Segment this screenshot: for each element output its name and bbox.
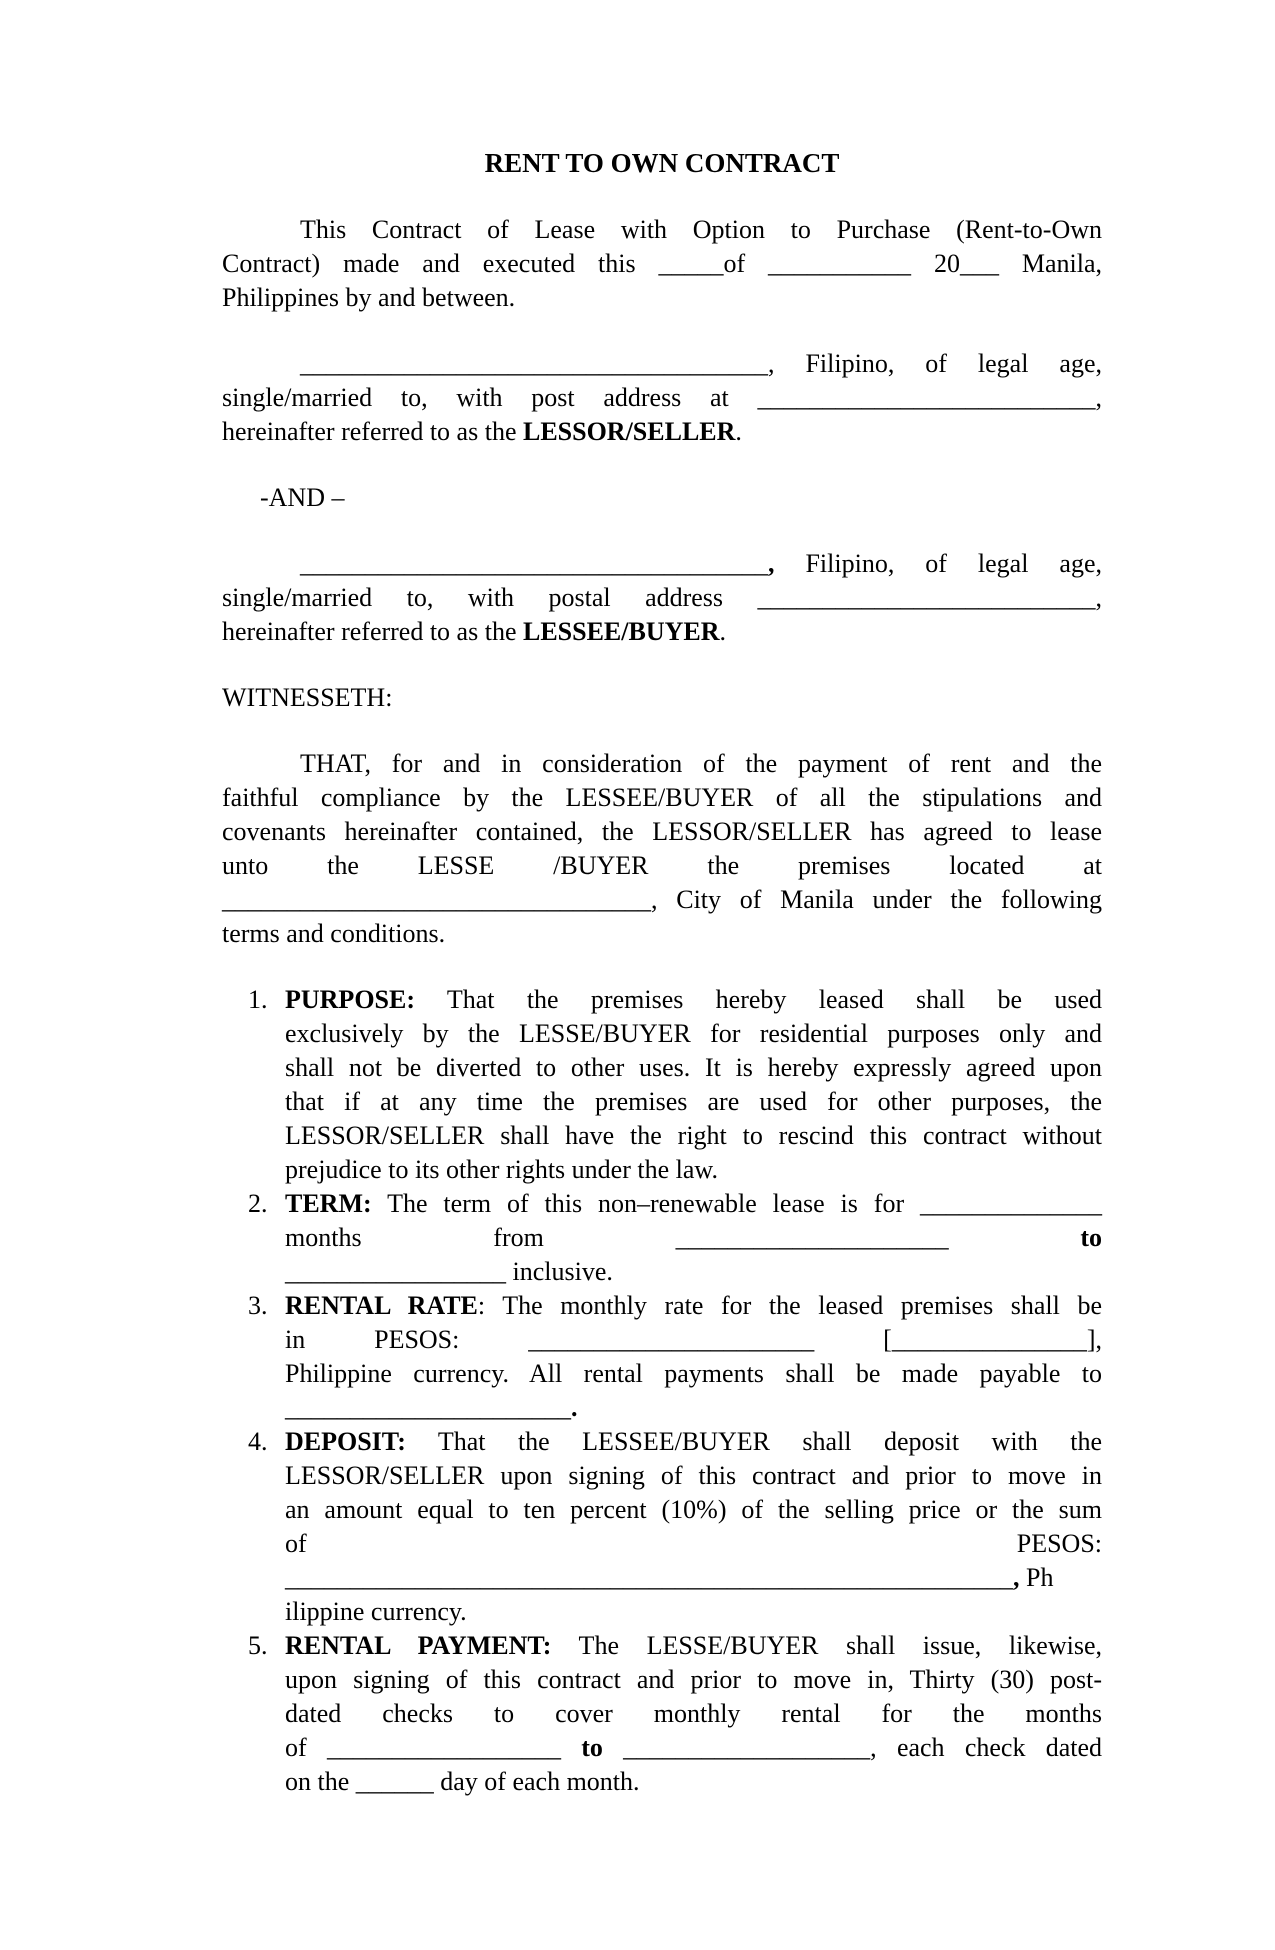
- clauses-list: [222, 983, 1102, 1799]
- text-line: [285, 1629, 1102, 1663]
- text-segment: Philippines by and between.: [222, 283, 516, 312]
- text-line: [285, 1017, 1102, 1051]
- text-line: [285, 1425, 1102, 1459]
- text-line: [285, 1663, 1102, 1697]
- text-line: [222, 917, 1102, 951]
- clause-deposit-body: [285, 1425, 1102, 1629]
- blank-term-start-field: _____________________: [675, 1223, 949, 1252]
- text-segment: to: [581, 1733, 603, 1762]
- text-line: [285, 983, 1102, 1017]
- text-segment: RENTAL PAYMENT:: [285, 1631, 552, 1660]
- text-segment: Philippine currency. All rental payments shall be made payable to: [285, 1359, 1102, 1388]
- text-segment: The LESSE/BUYER shall issue, likewise,: [551, 1631, 1102, 1660]
- text-line: [285, 1765, 1102, 1799]
- text-line: [222, 781, 1102, 815]
- text-segment: That the LESSEE/BUYER shall deposit with the: [405, 1427, 1102, 1456]
- paragraph-consideration: [222, 747, 1102, 951]
- clause-number: 1.: [248, 985, 268, 1014]
- text-segment: ],: [1086, 1325, 1102, 1354]
- text-line: [222, 849, 1102, 883]
- text-line: [222, 247, 1102, 281]
- text-segment: LESSOR/SELLER upon signing of this contract and prior to move in: [285, 1461, 1102, 1490]
- blank-year-field: ___: [959, 249, 999, 278]
- text-line: [285, 1527, 1102, 1561]
- text-segment: ,: [1095, 383, 1102, 412]
- text-line: [285, 1391, 1102, 1425]
- clause-term-body: [285, 1187, 1102, 1289]
- text-segment: of PESOS:: [285, 1529, 1102, 1558]
- text-segment: : The monthly rate for the leased premises shall be: [477, 1291, 1102, 1320]
- text-segment: shall not be diverted to other uses. It is hereby expressly agreed upon: [285, 1053, 1102, 1082]
- text-segment: covenants hereinafter contained, the LESSOR/SELLER has agreed to lease: [222, 817, 1102, 846]
- text-segment: on the: [285, 1767, 356, 1796]
- text-segment: hereinafter referred to as the: [222, 417, 523, 446]
- text-segment: The term of this non–renewable lease is for: [371, 1189, 920, 1218]
- text-line: [285, 1323, 1102, 1357]
- text-line: [285, 1493, 1102, 1527]
- clause-purpose-body: [285, 983, 1102, 1187]
- text-segment: faithful compliance by the LESSEE/BUYER of all the stipulations and: [222, 783, 1102, 812]
- text-line: [285, 1187, 1102, 1221]
- text-line: [260, 481, 1102, 515]
- text-segment: inclusive.: [506, 1257, 613, 1286]
- text-segment: , City of Manila under the following: [651, 885, 1102, 914]
- text-segment: ,: [768, 549, 775, 578]
- text-segment: upon signing of this contract and prior to move in, Thirty (30) post-: [285, 1665, 1102, 1694]
- text-segment: Ph: [1019, 1563, 1054, 1592]
- text-segment: TERM:: [285, 1189, 372, 1218]
- text-line: [222, 415, 1102, 449]
- text-segment: THAT, for and in consideration of the payment of rent and the: [300, 749, 1102, 778]
- text-segment: WITNESSETH:: [222, 683, 393, 712]
- text-segment: 20: [911, 249, 960, 278]
- text-segment: , Filipino, of legal age,: [768, 349, 1102, 378]
- text-line: [285, 1085, 1102, 1119]
- text-line: [222, 213, 1102, 247]
- text-segment: an amount equal to ten percent (10%) of the selling price or the sum: [285, 1495, 1102, 1524]
- text-line: [285, 1119, 1102, 1153]
- text-segment: day of each month.: [433, 1767, 640, 1796]
- blank-payee-field: ______________________: [285, 1393, 571, 1422]
- clause-rental-rate-body: [285, 1289, 1102, 1425]
- text-segment: ilippine currency.: [285, 1597, 467, 1626]
- text-line: [222, 815, 1102, 849]
- text-line: [285, 1459, 1102, 1493]
- blank-term-end-field: _________________: [285, 1257, 506, 1286]
- text-segment: This Contract of Lease with Option to Purchase (Rent-to-Own: [300, 215, 1102, 244]
- text-segment: RENTAL RATE: [285, 1291, 478, 1320]
- paragraph-lessor: [222, 347, 1102, 449]
- text-segment: Filipino, of legal age,: [774, 549, 1102, 578]
- text-segment: of: [723, 249, 769, 278]
- text-segment: .: [571, 1393, 578, 1422]
- text-segment: DEPOSIT:: [285, 1427, 406, 1456]
- blank-payment-end-field: ___________________: [623, 1733, 871, 1762]
- blank-lessee-name-field: ____________________________________: [300, 549, 768, 578]
- text-segment: [: [814, 1325, 892, 1354]
- text-segment: [949, 1223, 1081, 1252]
- clause-number: 2.: [248, 1189, 268, 1218]
- clause-deposit: [222, 1425, 1102, 1629]
- blank-lessee-address-field: __________________________: [757, 583, 1096, 612]
- clause-term: [222, 1187, 1102, 1289]
- text-segment: single/married to, with postal address: [222, 583, 758, 612]
- text-line: [222, 615, 1102, 649]
- text-segment: -AND –: [260, 483, 345, 512]
- text-segment: Contract) made and executed this: [222, 249, 659, 278]
- clause-rental-payment-body: [285, 1629, 1102, 1799]
- text-line: [285, 1357, 1102, 1391]
- blank-check-day-field: ______: [355, 1767, 434, 1796]
- blank-month-field: ___________: [768, 249, 912, 278]
- text-line: [285, 1697, 1102, 1731]
- text-segment: terms and conditions.: [222, 919, 446, 948]
- text-line: [222, 547, 1102, 581]
- text-segment: LESSEE/BUYER: [522, 617, 720, 646]
- text-segment: unto the LESSE /BUYER the premises located at: [222, 851, 1102, 880]
- blank-term-months-field: ______________: [920, 1189, 1102, 1218]
- text-segment: months from: [285, 1223, 676, 1252]
- text-line: [222, 883, 1102, 917]
- blank-rate-words-field: ______________________: [528, 1325, 815, 1354]
- clause-number: 5.: [248, 1631, 268, 1660]
- text-line: [285, 1561, 1102, 1595]
- clause-number: 3.: [248, 1291, 268, 1320]
- clause-rental-rate: [222, 1289, 1102, 1425]
- text-line: [285, 1051, 1102, 1085]
- text-segment: dated checks to cover monthly rental for the months: [285, 1699, 1102, 1728]
- text-line: [285, 1289, 1102, 1323]
- text-segment: to: [1080, 1223, 1103, 1252]
- blank-day-field: _____: [658, 249, 724, 278]
- clause-rental-payment: [222, 1629, 1102, 1799]
- text-segment: single/married to, with post address at: [222, 383, 758, 412]
- text-segment: exclusively by the LESSE/BUYER for residential purposes only and: [285, 1019, 1102, 1048]
- text-line: [222, 581, 1102, 615]
- text-segment: in PESOS:: [285, 1325, 529, 1354]
- text-line: [222, 281, 1102, 315]
- clause-purpose: [222, 983, 1102, 1187]
- text-segment: [603, 1733, 623, 1762]
- text-line: [222, 347, 1102, 381]
- text-segment: ,: [1013, 1563, 1020, 1592]
- text-line: [285, 1153, 1102, 1187]
- document-title: RENT TO OWN CONTRACT: [484, 148, 840, 178]
- witnesseth-heading: [222, 681, 1102, 715]
- text-segment: prejudice to its other rights under the law.: [285, 1155, 718, 1184]
- text-segment: [561, 1733, 581, 1762]
- text-segment: .: [719, 617, 727, 646]
- text-segment: LESSOR/SELLER shall have the right to rescind this contract without: [285, 1121, 1102, 1150]
- blank-premises-address-field: _________________________________: [222, 885, 651, 914]
- text-line: [285, 1255, 1102, 1289]
- text-line: [285, 1221, 1102, 1255]
- blank-lessor-address-field: __________________________: [757, 383, 1096, 412]
- text-segment: Manila,: [998, 249, 1102, 278]
- and-separator: [222, 481, 1102, 515]
- text-line: [222, 747, 1102, 781]
- text-segment: .: [735, 417, 742, 446]
- blank-rate-figures-field: _______________: [891, 1325, 1087, 1354]
- text-line: [222, 681, 1102, 715]
- text-segment: LESSOR/SELLER: [522, 417, 736, 446]
- text-segment: ,: [1095, 583, 1102, 612]
- text-segment: of: [285, 1733, 327, 1762]
- text-line: [222, 381, 1102, 415]
- clause-number: 4.: [248, 1427, 268, 1456]
- text-segment: , each check dated: [870, 1733, 1103, 1762]
- text-segment: hereinafter referred to as the: [222, 617, 523, 646]
- paragraph-lessee: [222, 547, 1102, 649]
- blank-deposit-amount-field: ________________________________________________________: [285, 1563, 1013, 1592]
- text-line: [285, 1731, 1102, 1765]
- blank-payment-start-field: __________________: [326, 1733, 561, 1762]
- text-line: [285, 1595, 1102, 1629]
- text-segment: that if at any time the premises are used for other purposes, the: [285, 1087, 1102, 1116]
- paragraph-intro: [222, 213, 1102, 315]
- blank-lessor-name-field: ____________________________________: [300, 349, 768, 378]
- text-segment: PURPOSE:: [285, 985, 415, 1014]
- text-segment: That the premises hereby leased shall be used: [415, 985, 1102, 1014]
